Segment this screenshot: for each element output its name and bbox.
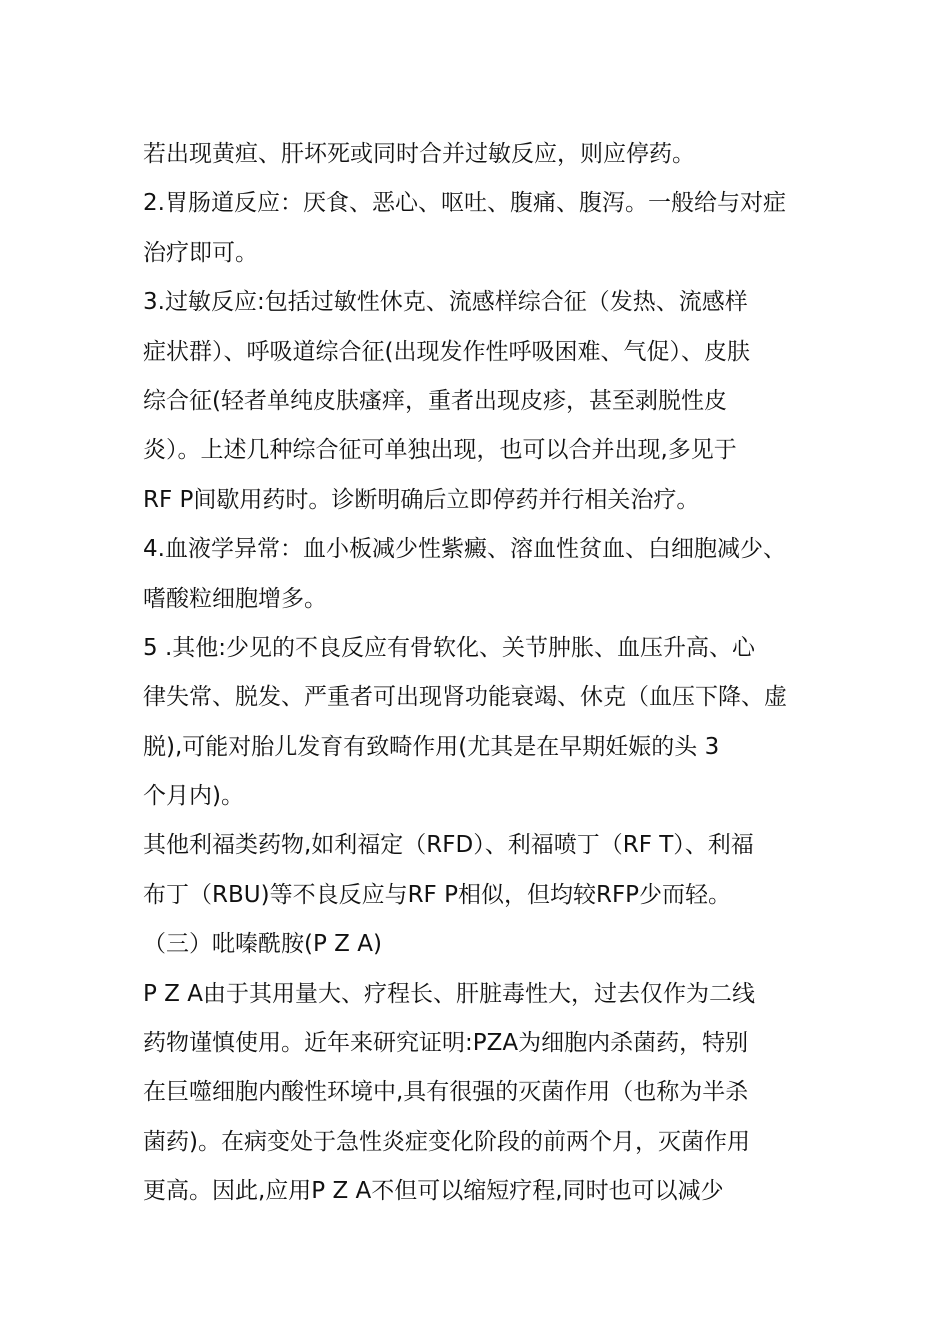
text-line: RF P间歇用药时。诊断明确后立即停药并行相关治疗。 xyxy=(143,486,700,513)
text-line: 3.过敏反应:包括过敏性休克、流感样综合征（发热、流感样 xyxy=(143,289,748,316)
text-line: 若出现黄疸、肝坏死或同时合并过敏反应，则应停药。 xyxy=(143,141,695,167)
text-line: P Z A由于其用量大、疗程长、肝脏毒性大，过去仅作为二线 xyxy=(143,980,755,1007)
text-line: 更高。因此,应用P Z A不但可以缩短疗程,同时也可以减少 xyxy=(143,1178,724,1205)
text-line: 4.血液学异常：血小板减少性紫癜、溶血性贫血、白细胞减少、 xyxy=(143,536,786,563)
document-body xyxy=(143,130,843,1217)
text-line: 2.胃肠道反应：厌食、恶心、呕吐、腹痛、腹泻。一般给与对症 xyxy=(143,190,786,217)
text-line: 炎）。上述几种综合征可单独出现，也可以合并出现,多见于 xyxy=(143,437,737,464)
text-line: 菌药)。在病变处于急性炎症变化阶段的前两个月，灭菌作用 xyxy=(143,1128,750,1155)
text-line: 5 .其他:少见的不良反应有骨软化、关节肿胀、血压升高、心 xyxy=(143,634,756,661)
text-line: 药物谨慎使用。近年来研究证明:PZA为细胞内杀菌药，特别 xyxy=(143,1030,749,1057)
text-line: 治疗即可。 xyxy=(143,239,258,266)
text-line: 布丁（RBU)等不良反应与RF P相似，但均较RFP少而轻。 xyxy=(143,881,732,908)
text-line: 个月内)。 xyxy=(143,783,244,810)
text-line: 在巨噬细胞内酸性环境中,具有很强的灭菌作用（也称为半杀 xyxy=(143,1079,749,1106)
text-line: 其他利福类药物,如利福定（RFD）、利福喷丁（RF T）、利福 xyxy=(143,832,754,859)
text-line: 综合征(轻者单纯皮肤瘙痒，重者出现皮疹，甚至剥脱性皮 xyxy=(143,387,727,414)
text-line: 症状群）、呼吸道综合征(出现发作性呼吸困难、气促）、皮肤 xyxy=(143,338,750,365)
text-line: 脱),可能对胎儿发育有致畸作用(尤其是在早期妊娠的头 3 xyxy=(143,733,720,760)
section-heading: （三）吡嗪酰胺(P Z A) xyxy=(143,931,382,958)
text-line: 嗜酸粒细胞增多。 xyxy=(143,585,327,612)
text-line: 律失常、脱发、严重者可出现肾功能衰竭、休克（血压下降、虚 xyxy=(143,684,787,711)
